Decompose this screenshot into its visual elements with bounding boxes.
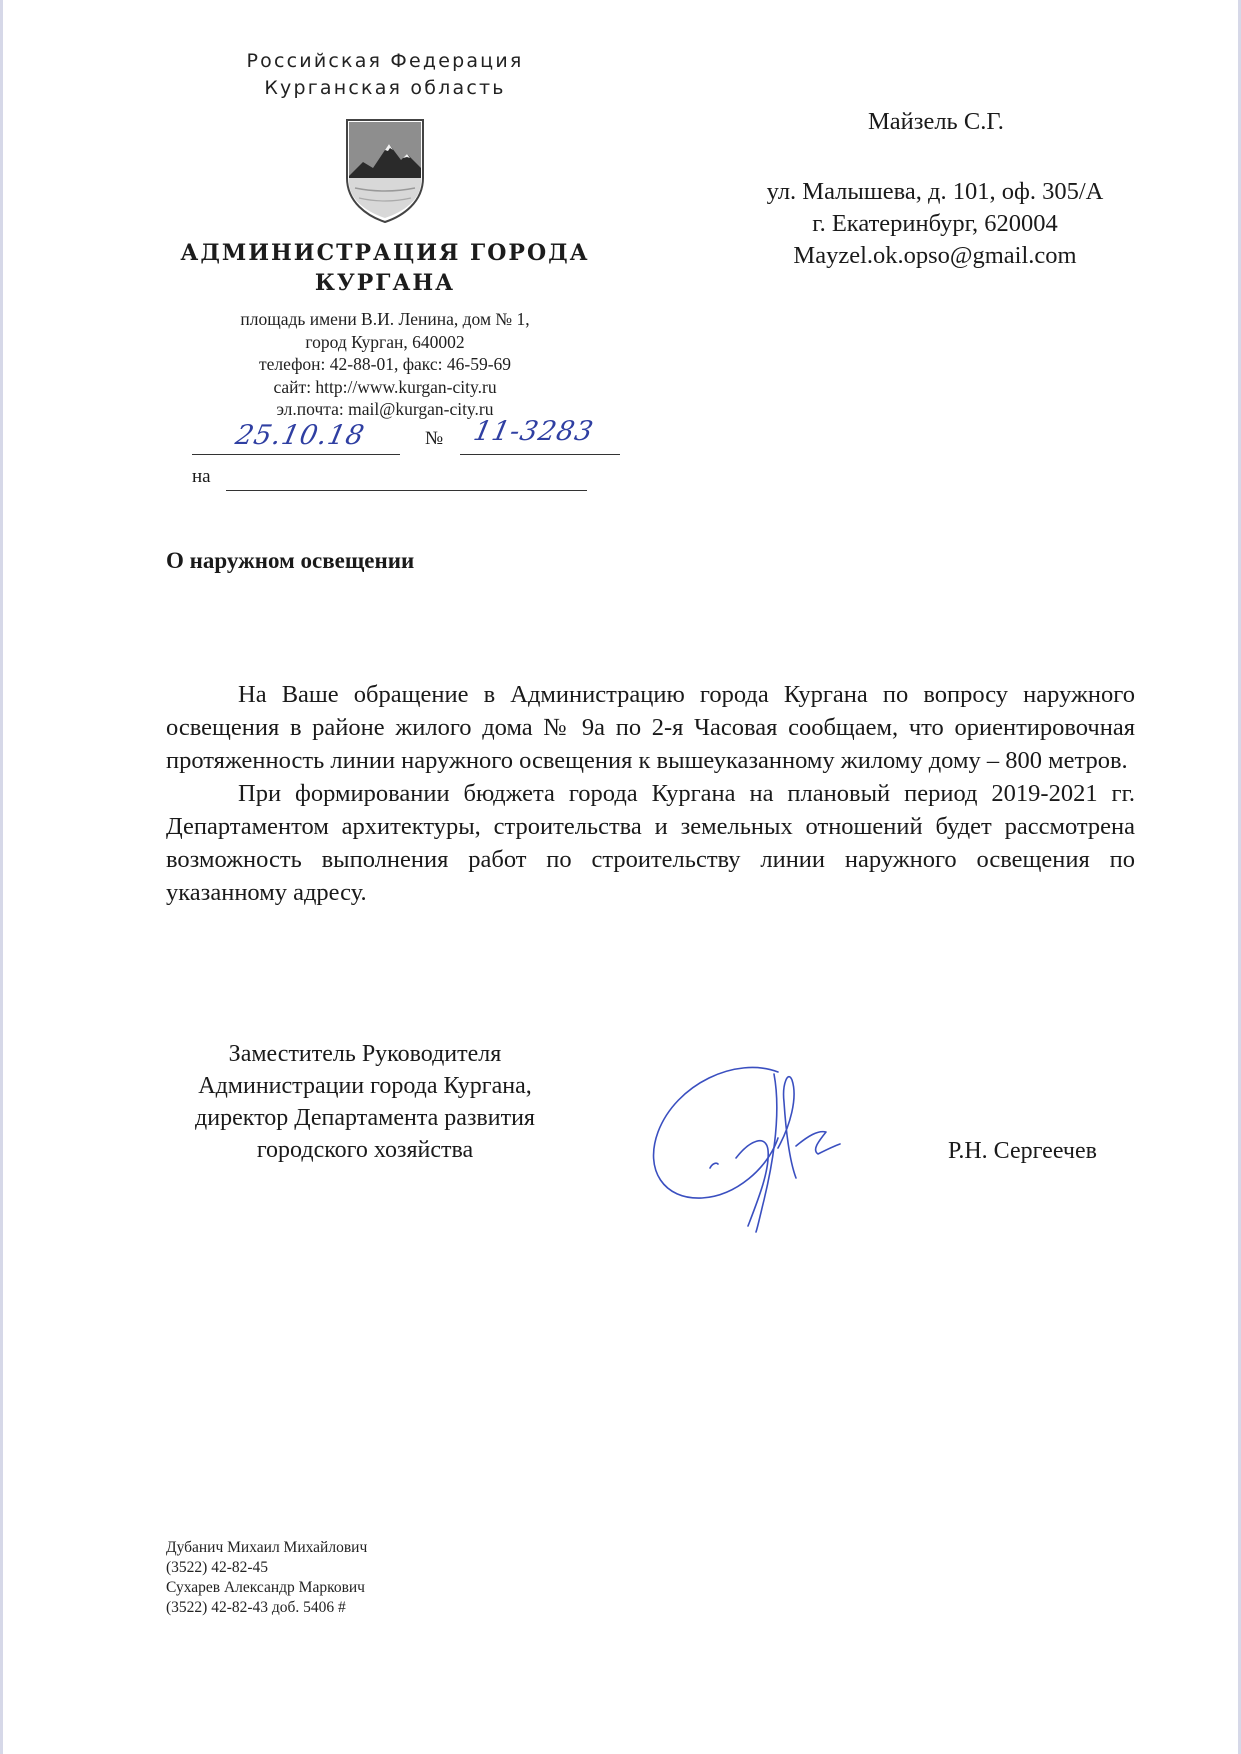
- recipient-address: [700, 176, 1170, 272]
- body-paragraph-2: При формировании бюджета города Кургана на плановый период 2019-2021 гг. Департаментом архитектуры, строительства и земельных отношений будет рассмотрена возможность выполнения работ по строительству линии наружного освещения по указанному адресу.: [166, 780, 1135, 906]
- handwritten-signature: [640, 1050, 880, 1240]
- executor-contacts: [166, 1538, 367, 1618]
- letter-subject: О наружном освещении: [166, 548, 415, 573]
- coat-of-arms-icon: [341, 116, 429, 224]
- address-line2: город Курган, 640002: [305, 331, 465, 352]
- recipient-name: Майзель С.Г.: [868, 108, 1004, 135]
- signatory-title-line4: городского хозяйства: [256, 1137, 474, 1163]
- address-line1: площадь имени В.И. Ленина, дом № 1,: [240, 309, 530, 329]
- signatory-title: [150, 1038, 580, 1166]
- letterhead-admin-title: [150, 238, 620, 298]
- scan-edge-left: [0, 0, 3, 1754]
- recipient-street: ул. Малышева, д. 101, оф. 305/А: [766, 178, 1104, 205]
- reply-to-label: на: [192, 466, 211, 487]
- number-underline: [460, 454, 620, 455]
- signatory-title-line1: Заместитель Руководителя: [228, 1041, 502, 1067]
- letterhead-region: Курганская область: [264, 77, 506, 99]
- signatory-title-line3: директор Департамента развития: [195, 1105, 535, 1131]
- handwritten-date: 25.10.18: [232, 420, 368, 451]
- letterhead-address: [150, 308, 620, 421]
- body-paragraph-1: На Ваше обращение в Администрацию города Кургана по вопросу наружного освещения в районе жилого дома № 9а по 2-я Часовая сообщаем, что ориентировочная протяженность линии наружного освещения к вышеуказанному жилому дому – 800 метров.: [166, 681, 1135, 774]
- date-underline: [192, 454, 400, 455]
- contact-person-1: Дубанич Михаил Михайлович: [166, 1539, 368, 1556]
- signatory-title-line2: Администрации города Кургана,: [198, 1073, 532, 1099]
- contact-phone-1: (3522) 42-82-45: [166, 1559, 269, 1576]
- letterhead-country: Российская Федерация: [246, 50, 524, 72]
- contact-person-2: Сухарев Александр Маркович: [166, 1579, 365, 1596]
- phone-line: телефон: 42-88-01, факс: 46-59-69: [258, 354, 512, 374]
- contact-phone-2: (3522) 42-82-43 доб. 5406 #: [166, 1599, 346, 1616]
- admin-title-line2: КУРГАНА: [314, 270, 456, 296]
- number-sign: №: [425, 428, 444, 449]
- handwritten-number: 11-3283: [470, 416, 597, 447]
- site-line: сайт: http://www.kurgan-city.ru: [273, 376, 497, 397]
- admin-title-line1: АДМИНИСТРАЦИЯ ГОРОДА: [180, 240, 590, 266]
- letterhead: [150, 48, 620, 421]
- signatory-name: Р.Н. Сергеечев: [948, 1138, 1097, 1164]
- letter-body: [166, 678, 1135, 909]
- recipient-city: г. Екатеринбург, 620004: [812, 210, 1058, 237]
- recipient-email: Mayzel.ok.opso@gmail.com: [793, 242, 1077, 269]
- registration-block: [192, 416, 632, 492]
- reply-to-underline: [226, 490, 587, 491]
- email-line: эл.почта: mail@kurgan-city.ru: [276, 399, 494, 419]
